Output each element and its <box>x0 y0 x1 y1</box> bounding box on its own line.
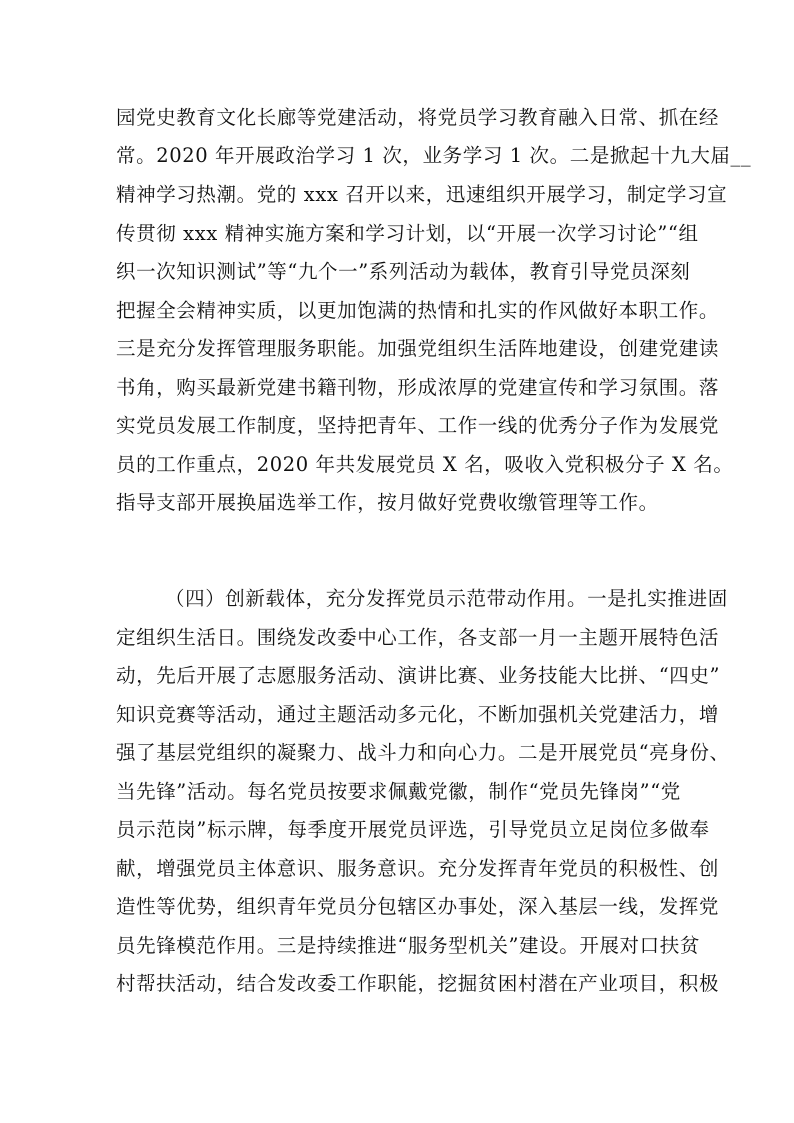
text-line: 指导支部开展换届选举工作，按月做好党费收缴管理等工作。 <box>116 491 659 514</box>
text-line: 织一次知识测试”等“九个一”系列活动为载体，教育引导党员深刻 <box>116 260 691 283</box>
text-line: 强了基层党组织的凝聚力、战斗力和向心力。二是开展党员“亮身份、 <box>116 741 730 764</box>
text-line: 员的工作重点，2020 年共发展党员 X 名，吸收入党积极分子 X 名。 <box>116 453 734 476</box>
text-line: 动，先后开展了志愿服务活动、演讲比赛、业务技能大比拼、“四史” <box>116 664 721 687</box>
text-line: 三是充分发挥管理服务职能。加强党组织生活阵地建设，创建党建读 <box>116 337 720 360</box>
text-line: 书角，购买最新党建书籍刊物，形成浓厚的党建宣传和学习氛围。落 <box>116 376 720 399</box>
text-line: 当先锋”活动。每名党员按要求佩戴党徽，制作“党员先锋岗”“党 <box>116 780 681 803</box>
text-line: 造性等优势，组织青年党员分包辖区办事处，深入基层一线，发挥党 <box>116 895 720 918</box>
text-line: 定组织生活日。围绕发改委中心工作，各支部一月一主题开展特色活 <box>116 626 720 649</box>
text-line: 献，增强党员主体意识、服务意识。充分发挥青年党员的积极性、创 <box>116 857 720 880</box>
text-line: 知识竞赛等活动，通过主题活动多元化，不断加强机关党建活力，增 <box>116 703 720 726</box>
text-line: 传贯彻 xxx 精神实施方案和学习计划，以“开展一次学习讨论”“组 <box>116 222 699 245</box>
text-line: 实党员发展工作制度，坚持把青年、工作一线的优秀分子作为发展党 <box>116 414 720 437</box>
text-line: 常。2020 年开展政治学习 1 次，业务学习 1 次。二是掀起十九大届__ <box>116 144 752 167</box>
text-line: 员先锋模范作用。三是持续推进“服务型机关”建设。开展对口扶贫 <box>116 934 700 957</box>
text-line: 员示范岗”标示牌，每季度开展党员评选，引导党员立足岗位多做奉 <box>116 818 710 841</box>
text-line: 把握全会精神实质，以更加饱满的热情和扎实的作风做好本职工作。 <box>116 299 720 322</box>
text-line: 村帮扶活动，结合发改委工作职能，挖掘贫困村潜在产业项目，积极 <box>116 972 720 995</box>
text-line: 园党史教育文化长廊等党建活动，将党员学习教育融入日常、抓在经 <box>116 106 720 129</box>
section-heading-line: （四）创新载体，充分发挥党员示范带动作用。一是扎实推进固 <box>165 587 728 610</box>
text-line: 精神学习热潮。党的 xxx 召开以来，迅速组织开展学习，制定学习宣 <box>116 183 728 206</box>
